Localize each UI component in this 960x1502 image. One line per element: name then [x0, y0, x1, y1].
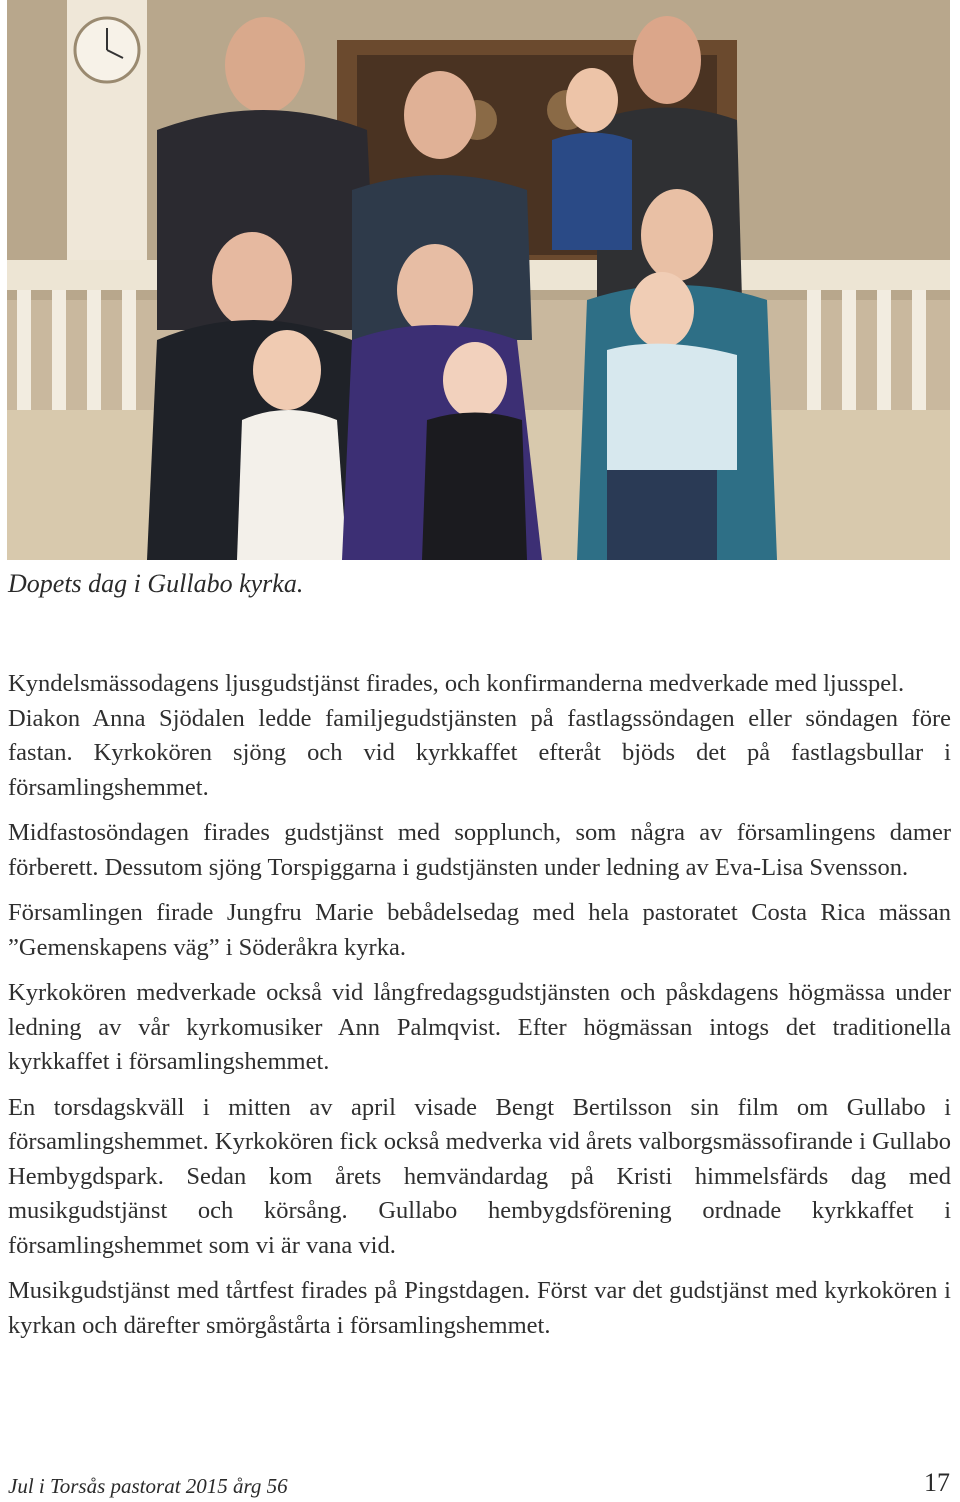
group-photo: [7, 0, 950, 560]
photo-caption: Dopets dag i Gullabo kyrka.: [8, 569, 304, 598]
publication-title: Jul i Torsås pastorat 2015 årg 56: [8, 1474, 288, 1498]
page-number: 17: [924, 1468, 950, 1497]
page-footer: [8, 1466, 950, 1502]
paragraph: Kyndelsmässodagens ljusgudstjänst firades, och konfirmanderna medverkade med ljusspel.: [8, 670, 905, 697]
article-body: [8, 667, 951, 1354]
paragraph: Kyrkokören medverkade också vid långfredagsgudstjänsten och påskdagens högmässa under ledning av vår kyrkomusiker Ann Palmqvist. Efter högmässan intogs det traditionella kyrkkaffet i församlingshemmet.: [8, 979, 951, 1075]
paragraph: En torsdagskväll i mitten av april visade Bengt Bertilsson sin film om Gullabo i församlingshemmet. Kyrkokören fick också medverka vid årets valborgsmässofirande i Gullabo Hembygdspark. Sedan kom årets hemvändardag på Kristi himmelsfärds dag med musikgudstjänst och körsång. Gullabo hembygdsförening ordnade kyrkkaffet i församlingshemmet som vi är vana vid.: [8, 1093, 951, 1259]
paragraph: Diakon Anna Sjödalen ledde familjegudstjänsten på fastlagssöndagen eller söndagen före fastan. Kyrkokören sjöng och vid kyrkkaffet efteråt bjöds det på fastlagsbullar i församlingshemmet.: [8, 704, 951, 801]
paragraph: Midfastosöndagen firades gudstjänst med sopplunch, som några av församlingens damer förberett. Dessutom sjöng Torspiggarna i gudstjänsten under ledning av Eva-Lisa Svensson.: [8, 819, 951, 881]
paragraph: Församlingen firade Jungfru Marie bebådelsedag med hela pastoratet Costa Rica mässan ”Gemenskapens väg” i Söderåkra kyrka.: [8, 899, 951, 961]
paragraph: Musikgudstjänst med tårtfest firades på Pingstdagen. Först var det gudstjänst med kyrkokören i kyrkan och därefter smörgåstårta i församlingshemmet.: [8, 1277, 951, 1339]
